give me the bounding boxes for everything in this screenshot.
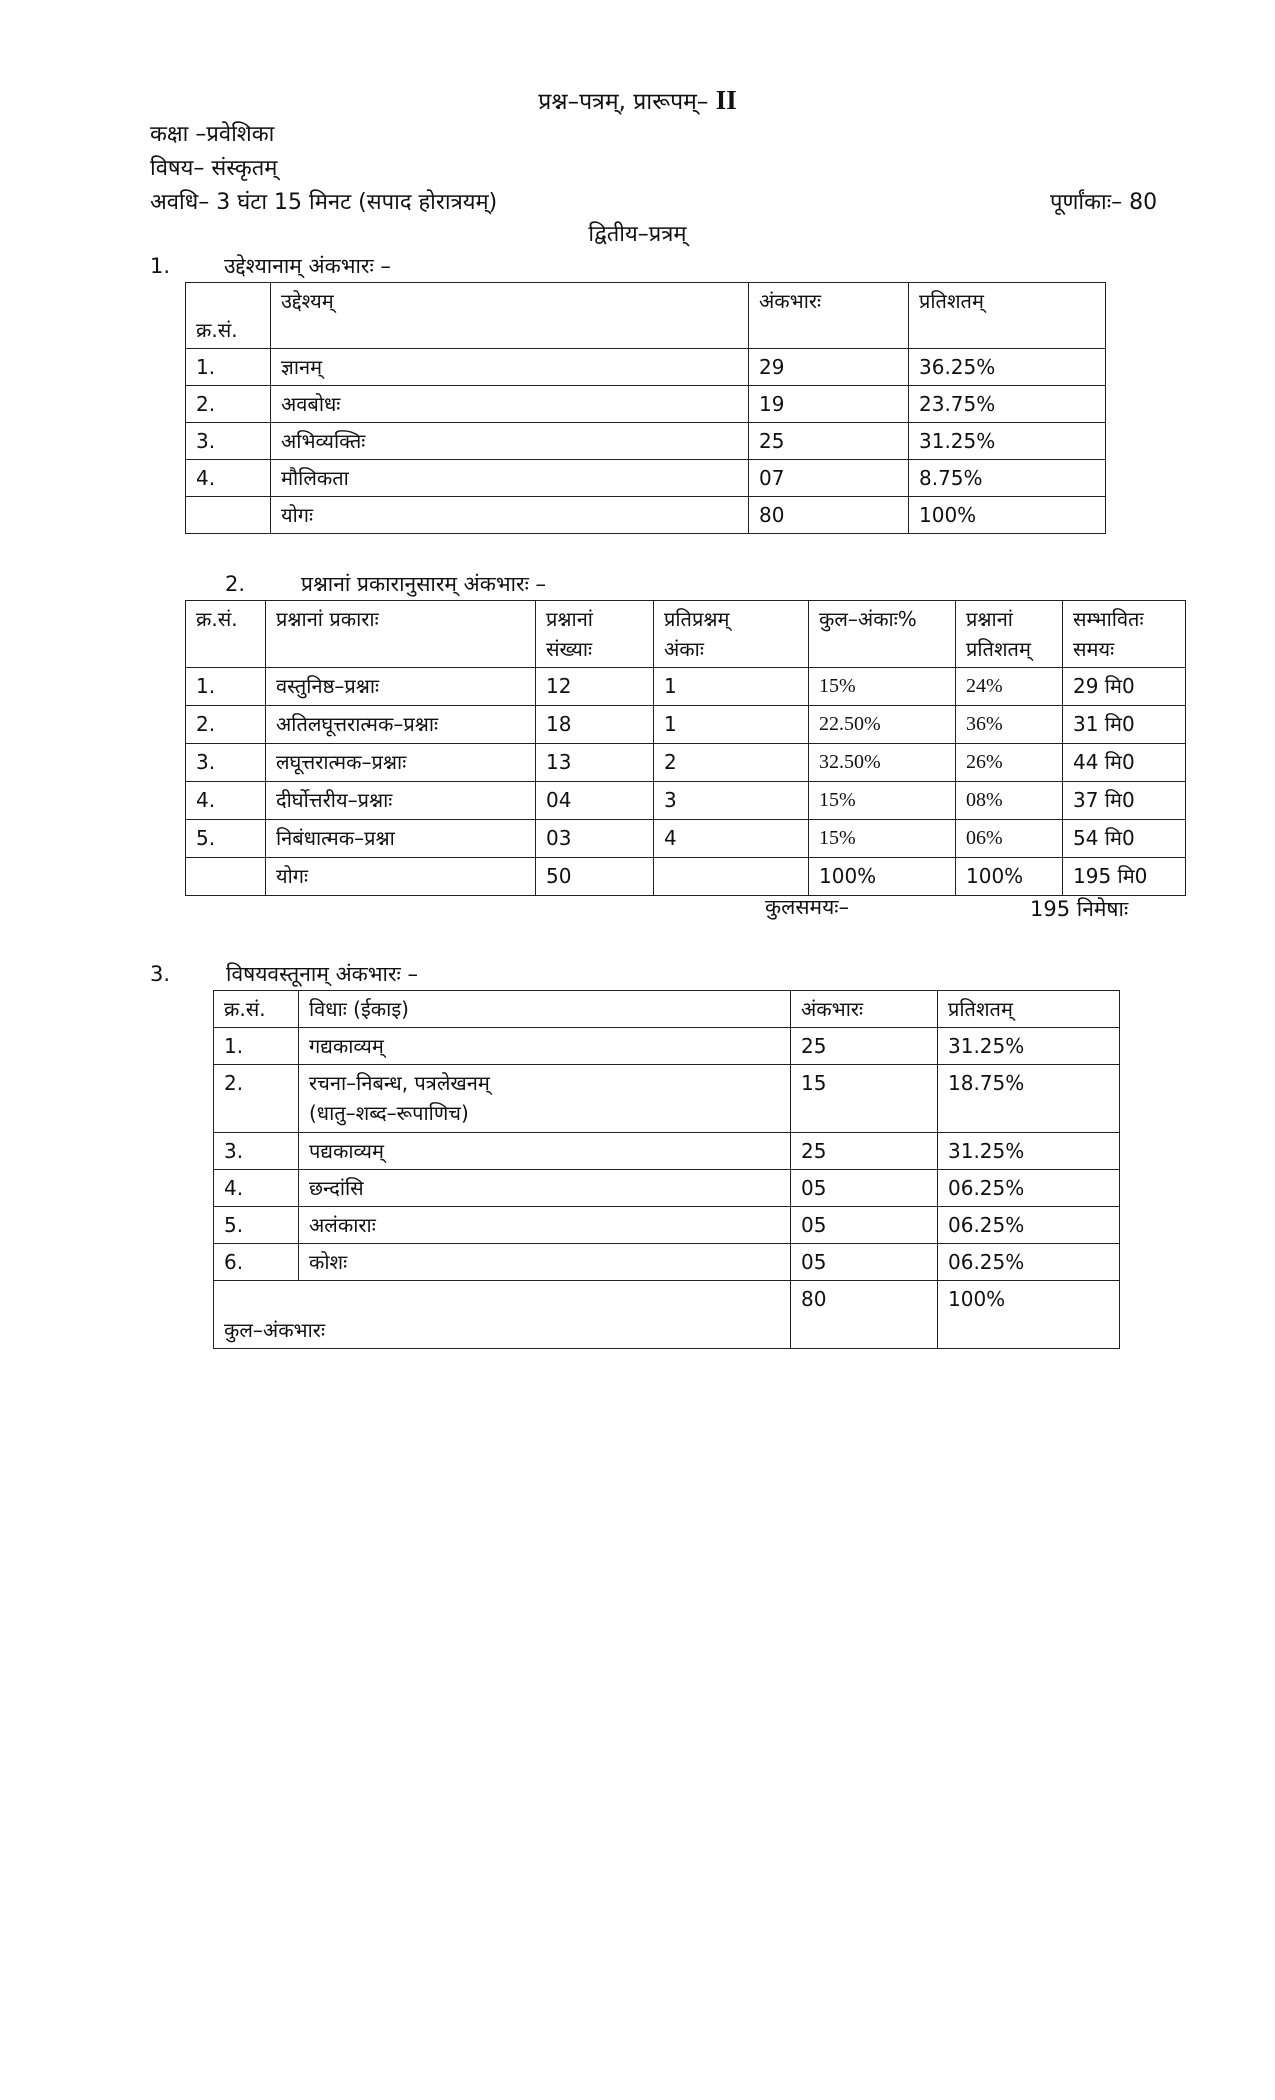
table-cell: 25 — [791, 1028, 938, 1065]
header-cell: प्रतिप्रश्नम् अंकाः — [654, 601, 809, 668]
table-row — [186, 668, 1186, 706]
table-cell: 25 — [791, 1133, 938, 1170]
table-cell: 1. — [214, 1028, 299, 1065]
table-cell: 100% — [809, 858, 956, 896]
table-cell: 06.25% — [938, 1207, 1120, 1244]
table-cell: 4. — [186, 782, 266, 820]
section2-heading — [225, 570, 546, 598]
table-cell: 19 — [749, 386, 909, 423]
table-cell: 18 — [536, 706, 654, 744]
table-cell: दीर्घोत्तरीय–प्रश्नाः — [266, 782, 536, 820]
table-cell: 06.25% — [938, 1170, 1120, 1207]
table-cell: 4 — [654, 820, 809, 858]
section2-number: 2. — [225, 572, 246, 596]
total-time-label: कुलसमयः– — [765, 895, 850, 919]
table-cell: 22.50% — [809, 706, 956, 744]
table-cell: 44 मि0 — [1063, 744, 1186, 782]
header-cell: अंकभारः — [749, 283, 909, 349]
table-row — [186, 820, 1186, 858]
table-cell: 29 — [749, 349, 909, 386]
table-cell: 195 मि0 — [1063, 858, 1186, 896]
table-cell: 3. — [186, 423, 271, 460]
duration-line: अवधि– 3 घंटा 15 मिनट (सपाद होरात्रयम्) — [150, 190, 498, 215]
section3-title: विषयवस्तूनाम् अंकभारः – — [226, 962, 418, 986]
title-roman: II — [715, 85, 737, 115]
table-cell: 32.50% — [809, 744, 956, 782]
section2-title: प्रश्नानां प्रकारानुसारम् अंकभारः – — [301, 572, 547, 596]
table-cell: 3 — [654, 782, 809, 820]
table-row — [214, 1028, 1120, 1065]
table-cell: गद्यकाव्यम् — [299, 1028, 791, 1065]
subject-line: विषय– संस्कृतम् — [150, 156, 278, 181]
table-cell: 54 मि0 — [1063, 820, 1186, 858]
table-row — [186, 744, 1186, 782]
header-cell: प्रश्नानां प्रकाराः — [266, 601, 536, 668]
header-cell: विधाः (ईकाइ) — [299, 991, 791, 1028]
table-row — [186, 386, 1106, 423]
section3-heading — [150, 960, 418, 988]
table-cell: 05 — [791, 1170, 938, 1207]
table-cell: 80 — [749, 497, 909, 534]
table-cell: 15% — [809, 820, 956, 858]
table-cell: अतिलघूत्तरात्मक–प्रश्नाः — [266, 706, 536, 744]
header-cell: अंकभारः — [791, 991, 938, 1028]
table-cell: 2. — [186, 706, 266, 744]
table-cell: योगः — [271, 497, 749, 534]
table-cell: 4. — [186, 460, 271, 497]
table-cell: 15% — [809, 668, 956, 706]
page-title — [0, 84, 1275, 116]
table-cell: 100% — [938, 1281, 1120, 1349]
section1-heading — [150, 252, 391, 280]
table-cell: 03 — [536, 820, 654, 858]
header-cell: क्र.सं. — [214, 991, 299, 1028]
full-marks: पूर्णांकाः– 80 — [1050, 190, 1158, 215]
table-cell: 23.75% — [909, 386, 1106, 423]
header-cell: प्रतिशतम् — [909, 283, 1106, 349]
table-cell: 1. — [186, 668, 266, 706]
table-cell: 18.75% — [938, 1065, 1120, 1133]
table-cell: 100% — [909, 497, 1106, 534]
table-cell: 29 मि0 — [1063, 668, 1186, 706]
table-cell: 25 — [749, 423, 909, 460]
table-cell: 26% — [956, 744, 1063, 782]
table-cell: 6. — [214, 1244, 299, 1281]
table-cell: कोशः — [299, 1244, 791, 1281]
table-cell: 31.25% — [938, 1028, 1120, 1065]
table-total-row — [186, 497, 1106, 534]
table-cell: 31.25% — [909, 423, 1106, 460]
table-cell: 80 — [791, 1281, 938, 1349]
table-cell: 3. — [214, 1133, 299, 1170]
table-cell: 15 — [791, 1065, 938, 1133]
table-row — [214, 1065, 1120, 1133]
table-cell: 13 — [536, 744, 654, 782]
table-cell: योगः — [266, 858, 536, 896]
table-cell: 2. — [214, 1065, 299, 1133]
table-row — [214, 1244, 1120, 1281]
table-cell: 06.25% — [938, 1244, 1120, 1281]
header-cell: कुल–अंकाः% — [809, 601, 956, 668]
header-cell: प्रश्नानां प्रतिशतम् — [956, 601, 1063, 668]
table-cell — [186, 858, 266, 896]
table-cell: 12 — [536, 668, 654, 706]
table-cell: 06% — [956, 820, 1063, 858]
objectives-table — [185, 282, 1106, 534]
section3-number: 3. — [150, 962, 171, 986]
table-cell: वस्तुनिष्ठ–प्रश्नाः — [266, 668, 536, 706]
table-row — [214, 1133, 1120, 1170]
header-cell: सम्भावितः समयः — [1063, 601, 1186, 668]
table-header-row — [186, 601, 1186, 668]
table-cell: 05 — [791, 1244, 938, 1281]
class-line: कक्षा –प्रवेशिका — [150, 122, 275, 147]
title-text: प्रश्न–पत्रम्, प्रारूपम्– — [538, 89, 709, 115]
table-total-row — [186, 858, 1186, 896]
section1-number: 1. — [150, 254, 171, 278]
question-type-table — [185, 600, 1186, 896]
table-cell: ज्ञानम् — [271, 349, 749, 386]
table-cell: 4. — [214, 1170, 299, 1207]
table-row — [186, 706, 1186, 744]
table-row — [214, 1170, 1120, 1207]
table-cell: 1 — [654, 668, 809, 706]
header-cell: उद्देश्यम् — [271, 283, 749, 349]
cell-line: (धातु–शब्द–रूपाणिच) — [309, 1101, 469, 1125]
table-cell: 2. — [186, 386, 271, 423]
header-cell: क्र.सं. — [186, 283, 271, 349]
cell-line: रचना–निबन्ध, पत्रलेखनम् — [309, 1071, 490, 1095]
table-row — [186, 460, 1106, 497]
table-cell: 8.75% — [909, 460, 1106, 497]
table-cell: 37 मि0 — [1063, 782, 1186, 820]
table-cell: 5. — [186, 820, 266, 858]
table-row — [186, 782, 1186, 820]
paper-subtitle: द्वितीय–प्रत्रम् — [588, 222, 687, 247]
table-cell: अभिव्यक्तिः — [271, 423, 749, 460]
table-cell: 31.25% — [938, 1133, 1120, 1170]
table-cell: 5. — [214, 1207, 299, 1244]
table-cell: 3. — [186, 744, 266, 782]
table-cell: लघूत्तरात्मक–प्रश्नाः — [266, 744, 536, 782]
table-cell: 15% — [809, 782, 956, 820]
total-label-cell: कुल–अंकभारः — [214, 1281, 791, 1349]
subject-matter-table — [213, 990, 1120, 1349]
table-cell: 07 — [749, 460, 909, 497]
table-cell: 24% — [956, 668, 1063, 706]
table-cell: 31 मि0 — [1063, 706, 1186, 744]
table-cell: अलंकाराः — [299, 1207, 791, 1244]
table-cell: 50 — [536, 858, 654, 896]
table-cell: 08% — [956, 782, 1063, 820]
table-row — [186, 349, 1106, 386]
total-time-value: 195 निमेषाः — [1030, 897, 1129, 921]
table-cell: मौलिकता — [271, 460, 749, 497]
table-cell: पद्यकाव्यम् — [299, 1133, 791, 1170]
table-cell: 05 — [791, 1207, 938, 1244]
table-cell: 36.25% — [909, 349, 1106, 386]
header-cell: प्रश्नानां संख्याः — [536, 601, 654, 668]
table-cell: 100% — [956, 858, 1063, 896]
table-cell — [299, 1065, 791, 1133]
table-cell — [654, 858, 809, 896]
table-cell: 1 — [654, 706, 809, 744]
table-cell: 04 — [536, 782, 654, 820]
table-cell: 2 — [654, 744, 809, 782]
table-cell: निबंधात्मक–प्रश्ना — [266, 820, 536, 858]
header-cell: प्रतिशतम् — [938, 991, 1120, 1028]
table-header-row — [214, 991, 1120, 1028]
section1-title: उद्देश्यानाम् अंकभारः – — [224, 254, 391, 278]
table-cell: छन्दांसि — [299, 1170, 791, 1207]
header-cell: क्र.सं. — [186, 601, 266, 668]
table-total-row — [214, 1281, 1120, 1349]
table-row — [186, 423, 1106, 460]
table-cell: 36% — [956, 706, 1063, 744]
table-cell — [186, 497, 271, 534]
table-header-row — [186, 283, 1106, 349]
table-row — [214, 1207, 1120, 1244]
table-cell: 1. — [186, 349, 271, 386]
table-cell: अवबोधः — [271, 386, 749, 423]
